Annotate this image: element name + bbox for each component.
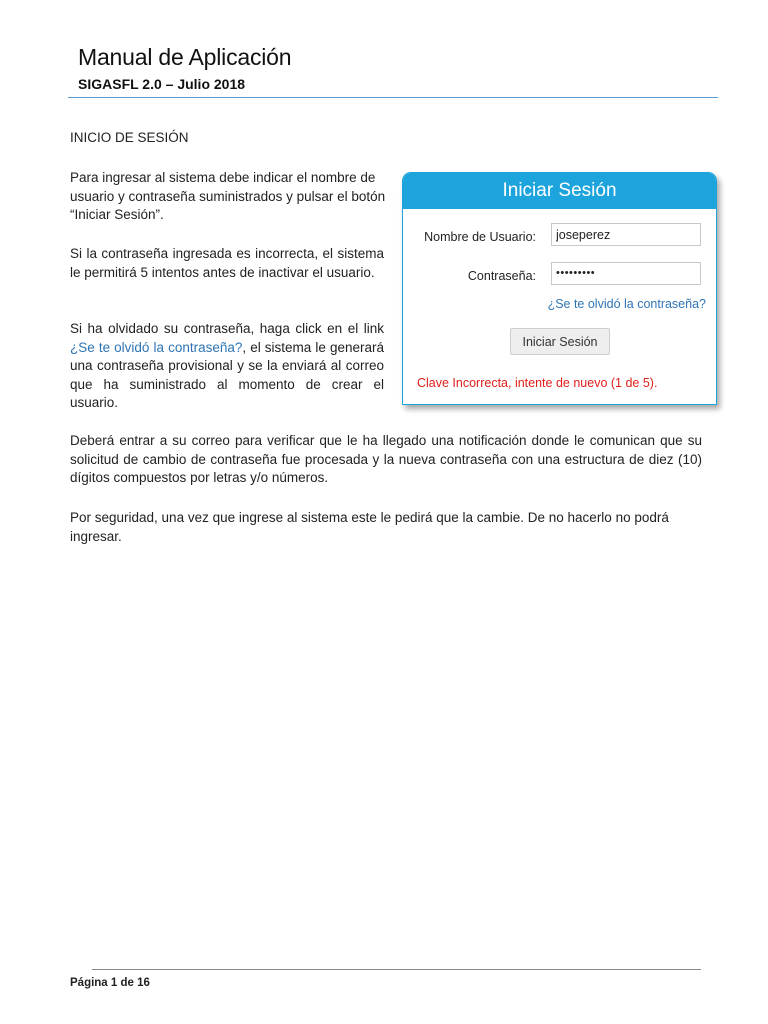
- password-label: Contraseña:: [467, 269, 536, 283]
- login-panel-title: Iniciar Sesión: [403, 173, 716, 209]
- section-heading: INICIO DE SESIÓN: [70, 130, 189, 145]
- paragraph-security-note: Por seguridad, una vez que ingrese al sistema este le pedirá que la cambie. De no hacerlo no podrá ingresar.: [70, 510, 669, 544]
- paragraph-forgot-password: [70, 320, 384, 413]
- login-error-message: Clave Incorrecta, intente de nuevo (1 de 5).: [417, 376, 658, 390]
- paragraph-password-attempts: Si la contraseña ingresada es incorrecta, el sistema le permitirá 5 intentos antes de inactivar el usuario.: [70, 246, 384, 280]
- username-label: Nombre de Usuario:: [424, 230, 536, 244]
- header-divider: [68, 97, 718, 98]
- username-input[interactable]: [551, 223, 701, 246]
- footer-page-number: Página 1 de 16: [70, 977, 150, 989]
- paragraph-login-instructions: Para ingresar al sistema debe indicar el nombre de usuario y contraseña suministrados y pulsar el botón “Iniciar Sesión”.: [70, 170, 386, 222]
- forgot-password-link[interactable]: ¿Se te olvidó la contraseña?: [547, 297, 706, 311]
- paragraph-text-end: , el sistema le generará una contraseña provisional y se la enviará al correo que ha suministrado al momento de crear el usuario.: [70, 339, 384, 410]
- footer-divider: [92, 969, 701, 970]
- login-panel: [402, 172, 717, 405]
- document-title: Manual de Aplicación: [78, 44, 292, 70]
- document-subtitle: SIGASFL 2.0 – Julio 2018: [78, 76, 246, 92]
- forgot-password-link-inline[interactable]: ¿Se te olvidó la contraseña?: [70, 339, 243, 355]
- password-input[interactable]: •••••••••: [551, 262, 701, 285]
- paragraph-text-start: Si ha olvidado su contraseña, haga click en el link: [70, 321, 384, 336]
- paragraph-email-notification: Deberá entrar a su correo para verificar que le ha llegado una notificación donde le comunican que su solicitud de cambio de contraseña fue procesada y la nueva contraseña con una estructura de diez (10) dígitos compuestos por letras y/o números.: [70, 433, 702, 485]
- login-submit-button[interactable]: Iniciar Sesión: [510, 328, 610, 355]
